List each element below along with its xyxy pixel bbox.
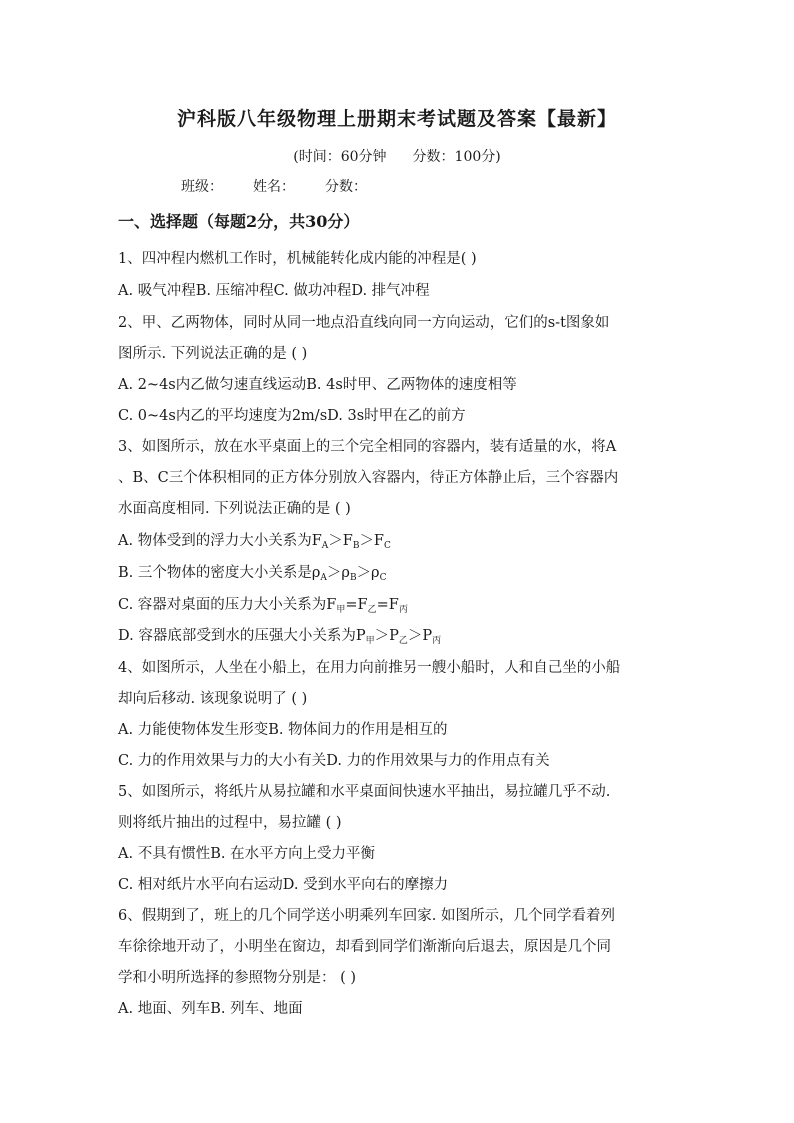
question-5-options-cd: C. 相对纸片水平向右运动D. 受到水平向右的摩擦力 [118,877,449,893]
question-2-options-ab: A. 2~4s内乙做匀速直线运动B. 4s时甲、乙两物体的速度相等 [118,377,517,393]
question-6-options-ab: A. 地面、列车B. 列车、地面 [118,1001,303,1017]
relation: =F [345,597,368,613]
subscript: 丙 [432,636,442,646]
exam-info [0,146,794,166]
question-3-stem-line2: 、B、C三个体积相同的正方体分别放入容器内，待正方体静止后，三个容器内 [118,470,619,486]
question-1-stem: 1、四冲程内燃机工作时，机械能转化成内能的冲程是( ) [118,251,477,267]
question-5-stem-line1: 5、如图所示，将纸片从易拉罐和水平桌面间快速水平抽出，易拉罐几乎不动. [118,784,611,800]
question-4-stem-line2: 却向后移动. 该现象说明了 ( ) [118,691,308,707]
question-2-options-cd: C. 0~4s内乙的平均速度为2m/sD. 3s时甲在乙的前方 [118,408,466,424]
relation: ＞ρ [326,565,350,581]
option-a-text: A. 物体受到的浮力大小关系为F [118,533,322,549]
exam-time: (时间：60分钟 [293,149,387,165]
question-5-options-ab: A. 不具有惯性B. 在水平方向上受力平衡 [118,846,376,862]
relation: ＞ρ [356,565,380,581]
question-6-stem-line3: 学和小明所选择的参照物分别是： ( ) [118,970,357,986]
subscript: 乙 [398,636,408,646]
question-4-stem-line1: 4、如图所示，人坐在小船上，在用力向前推另一艘小船时，人和自己坐的小船 [118,660,621,676]
subscript: A [321,541,329,551]
section-heading: 一、选择题（每题2分，共30分） [118,212,360,231]
subscript: B [352,541,360,551]
question-1-options: A. 吸气冲程B. 压缩冲程C. 做功冲程D. 排气冲程 [118,283,430,299]
option-d-text: D. 容器底部受到水的压强大小关系为P [118,628,366,644]
subscript: B [349,573,357,583]
question-3-stem-line1: 3、如图所示，放在水平桌面上的三个完全相同的容器内，装有适量的水，将A [118,439,617,455]
subscript: A [320,573,327,583]
relation: ＞F [328,533,353,549]
question-3-option-a [118,529,391,551]
question-2-stem-line2: 图所示. 下列说法正确的是 ( ) [118,346,308,362]
question-6-stem-line2: 车徐徐地开动了，小明坐在窗边，却看到同学们渐渐向后退去，原因是几个同 [118,939,611,955]
relation: =F [376,597,399,613]
class-label: 班级： [181,179,223,195]
exam-total-score: 分数：100分) [412,149,501,165]
subscript: 乙 [367,605,377,615]
relation: ＞P [374,628,399,644]
subscript: 丙 [398,605,408,615]
score-label: 分数： [325,179,367,195]
option-c-text: C. 容器对桌面的压力大小关系为F [118,597,337,613]
page-title: 沪科版八年级物理上册期末考试题及答案【最新】 [176,108,617,130]
question-6-stem-line1: 6、假期到了，班上的几个同学送小明乘列车回家. 如图所示，几个同学看着列 [118,908,615,924]
subscript: 甲 [336,605,346,615]
student-info-line [181,176,367,196]
question-3-option-b [118,561,386,583]
question-4-options-cd: C. 力的作用效果与力的大小有关D. 力的作用效果与力的作用点有关 [118,753,550,769]
subscript: 甲 [365,636,375,646]
relation: ＞P [407,628,433,644]
question-2-stem-line1: 2、甲、乙两物体，同时从同一地点沿直线向同一方向运动，它们的s-t图象如 [118,315,610,331]
option-b-text: B. 三个物体的密度大小关系是ρ [118,565,321,581]
question-5-stem-line2: 则将纸片抽出的过程中，易拉罐 ( ) [118,815,342,831]
question-3-stem-line3: 水面高度相同. 下列说法正确的是 ( ) [118,501,351,517]
question-3-option-c [118,593,408,615]
name-label: 姓名： [253,179,295,195]
question-3-option-d [118,624,441,646]
subscript: C [384,541,391,551]
relation: ＞F [359,533,384,549]
subscript: C [379,573,387,583]
question-4-options-ab: A. 力能使物体发生形变B. 物体间力的作用是相互的 [118,722,448,738]
